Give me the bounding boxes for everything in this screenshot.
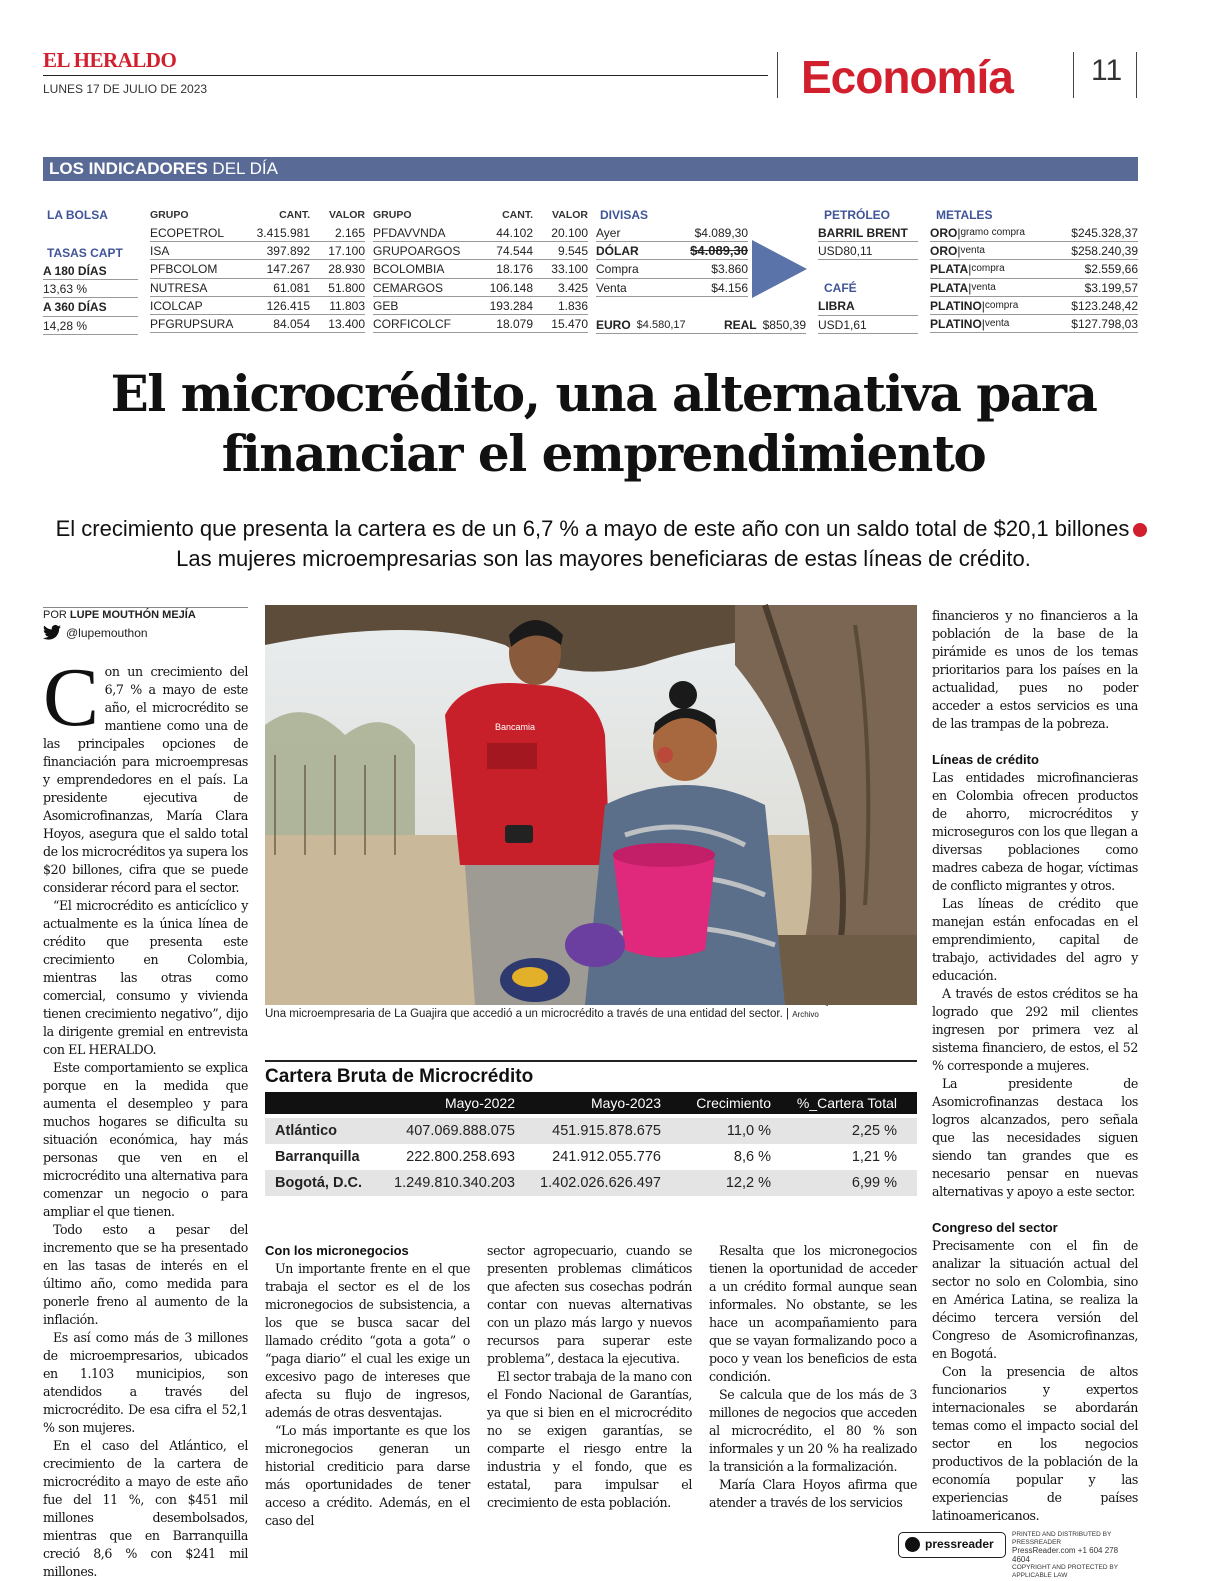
subhead-micronegocios: Con los micronegocios <box>265 1243 409 1258</box>
subhead-congreso: Congreso del sector <box>932 1220 1058 1235</box>
stocks-rows <box>150 224 365 333</box>
pressreader-notice: PRINTED AND DISTRIBUTED BY PRESSREADER PressReader.com +1 604 278 4604 COPYRIGHT AND PROTECTED BY APPLICABLE LAW <box>1012 1531 1119 1579</box>
subhead-lineas-credito: Líneas de crédito <box>932 752 1039 767</box>
headline-line-1: El microcrédito, una alternativa para <box>110 364 1097 423</box>
paragraph: A través de estos créditos se ha logrado que 292 mil clientes ingresen por primera vez al sistema financiero, de estos, el 52 % corresponde a mujeres. <box>932 986 1138 1073</box>
divisas-label: DIVISAS <box>600 208 649 222</box>
metal-row: ORO | venta $258.240,39 <box>930 242 1138 260</box>
paragraph: Un importante frente en el que trabaja el sector es el de los micronegocios de subsistencia, a los que se busca sacar del llamado crédito “gota a gota” o “paga diario” el cual les exige un excesivo pago de intereses que afecta su flujo de ingresos, además de otras desventajas. <box>265 1261 470 1420</box>
table-title: Cartera Bruta de Microcrédito <box>265 1066 534 1087</box>
vest-logo-text: Bancamia <box>495 722 536 732</box>
paragraph: “El microcrédito es anticíclico y actualmente es la única línea de crédito que presenta este crecimiento en Colombia, mientras las otras como comercial, consumo y vivienda tienen crecimiento negativo”, dijo la dirigente gremial en entrevista con EL HERALDO. <box>43 898 248 1057</box>
twitter-bird-icon <box>43 625 61 640</box>
stocks-table-a <box>150 206 365 333</box>
metal-row: PLATA | venta $3.199,57 <box>930 279 1138 297</box>
pressreader-badge <box>898 1531 1138 1579</box>
stock-row: NUTRESA 61.081 51.800 <box>150 279 365 297</box>
masthead-divider <box>777 52 778 98</box>
cafe-label: CAFÉ <box>824 281 857 296</box>
stock-row: ECOPETROL 3.415.981 2.165 <box>150 224 365 242</box>
stock-row: GEB 193.284 1.836 <box>373 297 588 315</box>
petroleo-label: PETRÓLEO <box>824 208 891 222</box>
paragraph: Con un crecimiento del 6,7 % a mayo de este año, el microcrédito se mantiene como una de las principales opciones de financiación para microempresas y emprendedores en el país. La presidente ejecutiva de Asomicrofinanzas, María Clara Hoyos, asegura que el saldo total de los microcréditos ya supera los $20 billones, cifra que se puede considerar récord para el sector. <box>43 651 248 895</box>
photo-caption: Una microempresaria de La Guajira que accedió a un microcrédito a través de una entidad del sector. | Archivo <box>265 1008 819 1020</box>
stock-row: BCOLOMBIA 18.176 33.100 <box>373 260 588 278</box>
paragraph: “Lo más importante es que los micronegocios generan un historial crediticio para darse más oportunidades de tener acceso a crédito. Además, en el caso del <box>265 1423 470 1528</box>
stock-row: PFDAVVNDA 44.102 20.100 <box>373 224 588 242</box>
masthead-divider <box>1073 52 1074 98</box>
petroleo-value: USD80,11 <box>818 242 918 260</box>
stock-row: GRUPOARGOS 74.544 9.545 <box>373 242 588 260</box>
pressreader-icon <box>905 1537 920 1552</box>
author-twitter <box>43 625 148 640</box>
stock-row: PFGRUPSURA 84.054 13.400 <box>150 315 365 333</box>
paragraph: Se calcula que de los más de 3 millones de negocios que acceden al microcrédito, el 80 % son informales y un 20 % ha realizado la transición a la formalización. <box>709 1387 917 1474</box>
indicators-bar-rest: DEL DÍA <box>207 159 278 178</box>
stock-row: ICOLCAP 126.415 11.803 <box>150 297 365 315</box>
deck-part-2: Las mujeres microempresarias son las mayores beneficiaras de estas líneas de crédito. <box>176 546 1031 571</box>
paragraph: Las líneas de crédito que manejan están enfocadas en el emprendimiento, capital de trabajo, actividades del agro y educación. <box>932 896 1138 983</box>
article-photo <box>265 605 917 1005</box>
table-row: Bogotá, D.C. 1.249.810.340.203 1.402.026.626.497 12,2 % 6,99 % <box>265 1170 917 1196</box>
byline-rule <box>43 607 248 608</box>
tasa-value: 14,28 % <box>43 317 138 335</box>
indicators-bar <box>43 157 1138 181</box>
photo-illustration <box>265 605 917 1005</box>
paragraph: Las entidades microfinancieras en Colombia ofrecen productos de ahorro, microcréditos y microseguros con los que llegan a diversas poblaciones como madres cabeza de hogar, víctimas de conflicto migrantes y otros. <box>932 770 1138 893</box>
table-header: Mayo-2022 Mayo-2023 Crecimiento %_Cartera Total <box>265 1092 917 1114</box>
headline-line-2: financiar el emprendimiento <box>221 424 986 483</box>
arrow-right-icon <box>752 240 807 298</box>
cafe-name: LIBRA <box>818 297 918 315</box>
stock-row: CEMARGOS 106.148 3.425 <box>373 279 588 297</box>
paragraph: María Clara Hoyos afirma que atender a través de los servicios <box>709 1477 917 1510</box>
stocks-rows <box>373 224 588 333</box>
bullet-dot-icon <box>1133 523 1147 537</box>
newspaper-name: EL HERALDO <box>43 48 177 72</box>
drop-cap: C <box>43 651 99 744</box>
metal-row: ORO | gramo compra $245.328,37 <box>930 224 1138 242</box>
table-rows <box>265 1118 917 1196</box>
indicators-bar-bold: LOS INDICADORES <box>49 159 208 178</box>
page-number: 11 <box>1091 54 1123 87</box>
bolsa-label: LA BOLSA <box>47 208 108 222</box>
divisa-row-dolar: DÓLAR $4.089,30 <box>596 242 748 260</box>
publication-date: LUNES 17 DE JULIO DE 2023 <box>43 82 208 96</box>
paragraph: En el caso del Atlántico, el crecimiento de la cartera de microcrédito a mayo de este año fue del 11 %, con $451 mil millones desembolsados, mientras que en Barranquilla creció 8,6 % con $241 mil millones. <box>43 1438 248 1579</box>
headline <box>60 364 1147 484</box>
article-column-5 <box>932 607 1138 1525</box>
metal-row: PLATINO | compra $123.248,42 <box>930 297 1138 315</box>
tasa-value: 13,63 % <box>43 280 138 298</box>
paragraph: Con la presencia de altos funcionarios y expertos internacionales se abordarán temas como el impacto social del sector en los negocios productivos de la población de la economía popular y las experiencias de países latinoamericanos. <box>932 1364 1138 1523</box>
pressreader-logo[interactable]: pressreader <box>898 1532 1006 1558</box>
paragraph: sector agropecuario, cuando se presenten problemas climáticos que afecten sus cosechas podrán contar con nuevas alternativas con un plazo más largo y nuevos recursos para superar este problema”, destaca la ejecutiva. <box>487 1243 692 1366</box>
paragraph: Resalta que los micronegocios tienen la oportunidad de acceder a un crédito formal aunque sean informales. No obstante, se les hace un acompañamiento para que se vayan formalizando poco a poco y vean los beneficios de esta condición. <box>709 1243 917 1384</box>
article-column-4 <box>709 1242 917 1512</box>
metal-row: PLATINO | venta $127.798,03 <box>930 315 1138 333</box>
bolsa-tasas-block <box>43 206 138 335</box>
metales-label: METALES <box>936 208 993 222</box>
metales-rows <box>930 224 1138 333</box>
masthead-rule <box>43 75 768 76</box>
byline: POR LUPE MOUTHÓN MEJÍA <box>43 609 196 621</box>
table-row: Atlántico 407.069.888.075 451.915.878.675 11,0 % 2,25 % <box>265 1118 917 1144</box>
euro-real-row: EURO $4.580,17 REAL $850,39 <box>596 318 806 332</box>
photo-credit: Archivo <box>792 1010 819 1019</box>
stock-row: CORFICOLCF 18.079 15.470 <box>373 315 588 333</box>
section-title: Economía <box>801 51 1013 103</box>
stock-row: ISA 397.892 17.100 <box>150 242 365 260</box>
paragraph: Todo esto a pesar del incremento que se ha presentado en las tasas de interés en el último año, como medida para ponerle freno al aumento de la inflación. <box>43 1222 248 1327</box>
stocks-header: GRUPO CANT. VALOR <box>373 209 588 221</box>
masthead <box>43 48 1138 102</box>
paragraph: Es así como más de 3 millones de microempresarios, ubicados en 1.103 municipios, son atendidos a través del microcrédito. De esa cifra el 52,1 % son mujeres. <box>43 1330 248 1435</box>
paragraph: Precisamente con el fin de analizar la situación actual del sector no solo en Colombia, sino en América Latina, se realiza la décimo tercera versión del Congreso de Asomicrofinanzas, en Bogotá. <box>932 1238 1138 1361</box>
cartera-table <box>265 1060 917 1196</box>
metal-row: PLATA | compra $2.559,66 <box>930 260 1138 278</box>
masthead-divider <box>1136 52 1137 98</box>
deck <box>55 514 1152 574</box>
twitter-handle: @lupemouthon <box>66 625 148 640</box>
stock-row: PFBCOLOM 147.267 28.930 <box>150 260 365 278</box>
petroleo-name: BARRIL BRENT <box>818 224 918 242</box>
author-name: LUPE MOUTHÓN MEJÍA <box>69 609 196 621</box>
divisas-block <box>596 206 748 297</box>
divisa-row: Ayer $4.089,30 <box>596 224 748 242</box>
table-row: Barranquilla 222.800.258.693 241.912.055.776 8,6 % 1,21 % <box>275 1149 897 1165</box>
paragraph: Este comportamiento se explica porque en la medida que aumenta el desempleo y para muchos hogares se dificulta su situación económica, hay más personas que ven en el microcrédito una alternativa para comenzar un negocio o para ampliar el que tienen. <box>43 1060 248 1219</box>
stocks-table-b <box>373 206 588 333</box>
divisa-row: Venta $4.156 <box>596 279 748 297</box>
metales-block <box>930 206 1138 333</box>
tasas-label: TASAS CAPT <box>47 246 123 260</box>
article-column-3 <box>487 1242 692 1512</box>
article-column-2 <box>265 1242 470 1530</box>
divisa-row: Compra $3.860 <box>596 260 748 278</box>
paragraph: El sector trabaja de la mano con el Fondo Nacional de Garantías, ya que si bien en el microcrédito no se exigen garantías, se comparte el riesgo entre la industria y el fondo, que es estatal, para impulsar el crecimiento de esta población. <box>487 1369 692 1510</box>
tasa-label: A 360 DÍAS <box>43 298 138 316</box>
cafe-value: USD1,61 <box>818 316 918 334</box>
petroleo-cafe-block <box>818 206 918 334</box>
stocks-header: GRUPO CANT. VALOR <box>150 209 365 221</box>
tasa-label: A 180 DÍAS <box>43 262 138 280</box>
paragraph: La presidente de Asomicrofinanzas destaca los logros alcanzados, pero señala que las necesidades siguen siendo tan grandes que es necesario pensar en nuevas alternativas y apoyo a este sector. <box>932 1076 1138 1199</box>
article-column-1 <box>43 651 248 1581</box>
paragraph: financieros y no financieros a la población de la base de la pirámide es unos de los temas prioritarios para los países en la actualidad, pues no poder acceder a estos servicios es una de las trampas de la pobreza. <box>932 608 1138 731</box>
deck-part-1: El crecimiento que presenta la cartera es de un 6,7 % a mayo de este año con un saldo total de $20,1 billones <box>55 516 1130 541</box>
